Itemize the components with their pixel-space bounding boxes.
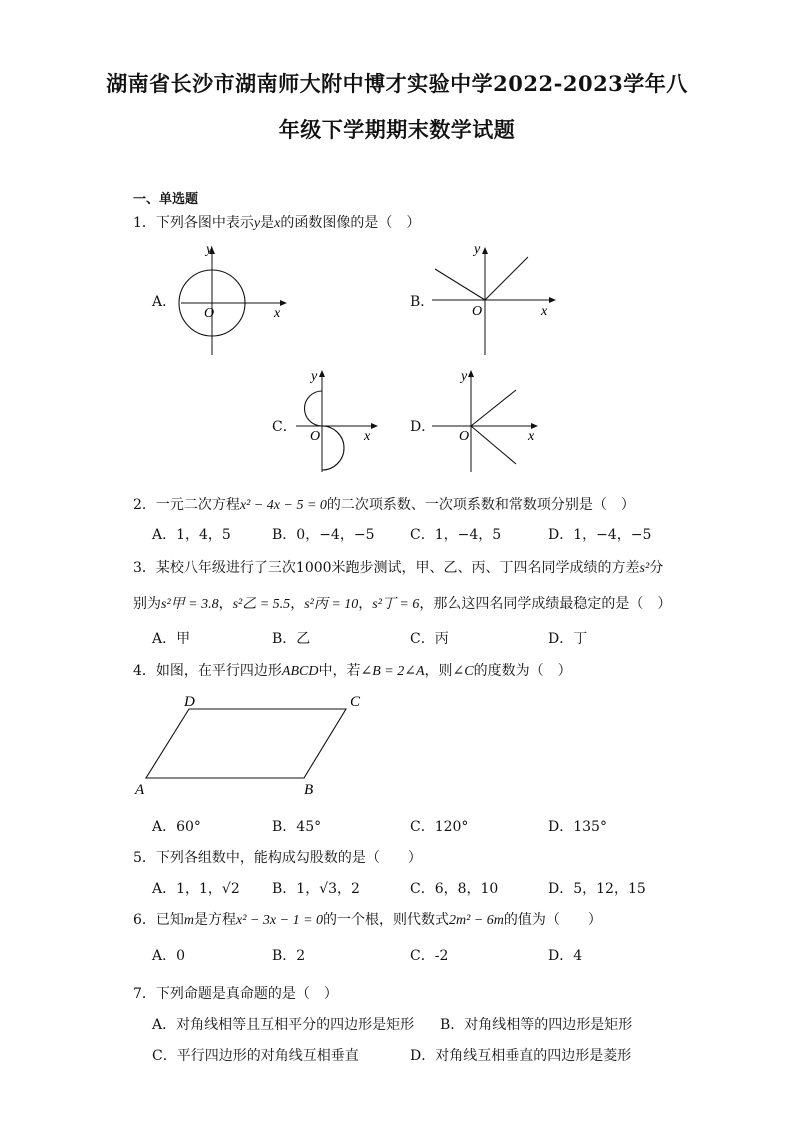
x-label: x bbox=[274, 306, 281, 321]
x-label: x bbox=[528, 429, 535, 444]
q1-graph-b-abs bbox=[430, 243, 560, 358]
parallelogram-shape bbox=[146, 709, 346, 778]
q6-option-c: C．-2 bbox=[410, 948, 449, 964]
vertex-c-label: C bbox=[350, 694, 361, 710]
q4-option-b: B．45° bbox=[272, 819, 322, 835]
exam-title-line1: 湖南省长沙市湖南师大附中博才实验中学2022-2023学年八 bbox=[106, 71, 688, 96]
q6-equation: x² − 3x − 1 = 0 bbox=[236, 913, 324, 928]
q6-stem-text: 是方程 bbox=[194, 912, 237, 928]
q1-stem-text: 是 bbox=[260, 215, 275, 231]
lower-ray bbox=[471, 426, 516, 464]
y-axis-arrow-icon bbox=[468, 370, 474, 377]
y-label: y bbox=[311, 369, 318, 384]
q1-graph-a-circle bbox=[175, 243, 295, 358]
q3-stem-text: 分 bbox=[649, 560, 664, 576]
y-label: y bbox=[206, 243, 213, 257]
question-6-stem bbox=[133, 909, 602, 929]
q7-option-d: D．对角线互相垂直的四边形是菱形 bbox=[410, 1048, 632, 1064]
q3-variance-ding: s²丁 = 6 bbox=[372, 597, 420, 612]
q4-option-d: D．135° bbox=[548, 819, 607, 835]
question-3-line1 bbox=[133, 557, 663, 577]
upper-ray bbox=[471, 390, 516, 426]
q7-option-c: C．平行四边形的对角线互相垂直 bbox=[152, 1048, 359, 1064]
q6-option-a: A．0 bbox=[152, 948, 186, 964]
q2-option-c: C．1，−4，5 bbox=[410, 527, 502, 543]
q6-expression: 2m² − 6m bbox=[449, 913, 504, 928]
q3-option-c: C．丙 bbox=[410, 631, 449, 647]
y-axis-arrow-icon bbox=[319, 370, 325, 377]
q4-option-c: C．120° bbox=[410, 819, 469, 835]
q3-variance-yi: s²乙 = 5.5 bbox=[232, 597, 291, 612]
origin-label: O bbox=[204, 306, 215, 321]
q3-stem-text: ，那么这四名同学成绩最稳定的是（ ） bbox=[419, 596, 672, 612]
q4-stem-text: 中，若 bbox=[318, 663, 361, 679]
q3-option-a: A．甲 bbox=[152, 631, 191, 647]
q1-graph-d-rays bbox=[430, 366, 545, 476]
vertex-a-label: A bbox=[135, 782, 145, 798]
q3-option-d: D．丁 bbox=[548, 631, 588, 647]
question-3-line2: 别为s²甲 = 3.8，s²乙 = 5.5，s²丙 = 10，s²丁 = 6，那么这四名同学成绩最稳定的是（ ） bbox=[133, 596, 672, 612]
q1-option-a-label: A． bbox=[152, 294, 177, 310]
q3-variance-bing: s²丙 = 10 bbox=[304, 597, 359, 612]
y-label: y bbox=[474, 243, 481, 257]
q2-option-b: B．0，−4，−5 bbox=[272, 527, 375, 543]
q2-option-d: D．1，−4，−5 bbox=[548, 527, 652, 543]
q4-condition: ∠B = 2∠A bbox=[360, 664, 425, 679]
q4-option-a: A．60° bbox=[152, 819, 201, 835]
q2-stem-text: 的二次项系数、一次项系数和常数项分别是（ ） bbox=[326, 497, 635, 513]
q5-option-b: B．1，√3，2 bbox=[272, 881, 360, 897]
q6-option-b: B．2 bbox=[272, 948, 306, 964]
q1-option-b-label: B． bbox=[410, 294, 435, 310]
section-heading: 一、单选题 bbox=[133, 192, 199, 207]
q2-equation: x² − 4x − 5 = 0 bbox=[239, 498, 327, 513]
upper-left-semicircle bbox=[305, 391, 323, 426]
origin-label: O bbox=[459, 429, 470, 444]
q1-var-y: y bbox=[253, 216, 261, 231]
q4-angle: ∠C bbox=[452, 664, 474, 679]
y-label: y bbox=[461, 369, 468, 384]
x-label: x bbox=[364, 429, 371, 444]
q6-stem-text: 6．已知 bbox=[133, 912, 184, 928]
q5-option-a: A．1，1，√2 bbox=[152, 881, 240, 897]
x-axis-arrow-icon bbox=[371, 423, 378, 429]
origin-label: O bbox=[472, 304, 483, 319]
q3-variance-symbol: s² bbox=[639, 561, 650, 576]
lower-right-semicircle bbox=[322, 426, 344, 470]
q1-graph-c-semicircles bbox=[294, 366, 384, 476]
q5-option-c: C．6，8，10 bbox=[410, 881, 499, 897]
q3-variance-jia: s²甲 = 3.8 bbox=[161, 597, 219, 612]
question-7-stem: 7．下列命题是真命题的是（ ） bbox=[133, 986, 338, 1002]
q4-stem-text: 4．如图，在平行四边形 bbox=[133, 663, 282, 679]
q1-option-c-label: C． bbox=[272, 419, 297, 435]
q5-option-d: D．5，12，15 bbox=[548, 881, 646, 897]
q2-option-a: A．1，4，5 bbox=[152, 527, 231, 543]
right-ray bbox=[485, 257, 528, 300]
question-1-stem bbox=[133, 212, 420, 232]
q1-stem-text: 1．下列各图中表示 bbox=[133, 215, 254, 231]
vertex-b-label: B bbox=[304, 782, 314, 798]
q1-var-x: x bbox=[274, 216, 281, 231]
exam-title-line2: 年级下学期期末数学试题 bbox=[278, 117, 516, 142]
x-axis-arrow-icon bbox=[549, 297, 556, 303]
vertex-d-label: D bbox=[184, 694, 195, 710]
question-5-stem: 5．下列各组数中，能构成勾股数的是（ ） bbox=[133, 850, 422, 866]
q6-option-d: D．4 bbox=[548, 948, 583, 964]
q3-stem-text: 别为 bbox=[133, 596, 161, 612]
q7-option-b: B．对角线相等的四边形是矩形 bbox=[440, 1017, 633, 1033]
x-label: x bbox=[541, 304, 548, 319]
q1-option-d-label: D． bbox=[410, 419, 436, 435]
q4-shape-name: ABCD bbox=[281, 664, 319, 679]
q1-stem-text: 的函数图像的是（ ） bbox=[280, 215, 421, 231]
q3-option-b: B．乙 bbox=[272, 631, 311, 647]
q6-stem-text: 的值为（ ） bbox=[503, 912, 602, 928]
question-2-stem bbox=[133, 494, 635, 514]
q4-stem-text: ，则 bbox=[424, 663, 453, 679]
q6-stem-text: 的一个根，则代数式 bbox=[323, 912, 450, 928]
q6-var-m: m bbox=[183, 913, 195, 928]
left-ray bbox=[435, 269, 485, 300]
q7-option-a: A．对角线相等且互相平分的四边形是矩形 bbox=[152, 1017, 415, 1033]
origin-label: O bbox=[310, 429, 321, 444]
y-axis-arrow-icon bbox=[482, 247, 488, 254]
q3-stem-text: 3．某校八年级进行了三次1000米跑步测试，甲、乙、丙、丁四名同学成绩的方差 bbox=[133, 560, 640, 576]
q2-stem-text: 2．一元二次方程 bbox=[133, 497, 240, 513]
q4-parallelogram-figure bbox=[128, 690, 378, 802]
x-axis-arrow-icon bbox=[280, 300, 287, 306]
q4-stem-text: 的度数为（ ） bbox=[473, 663, 572, 679]
question-4-stem bbox=[133, 660, 572, 680]
